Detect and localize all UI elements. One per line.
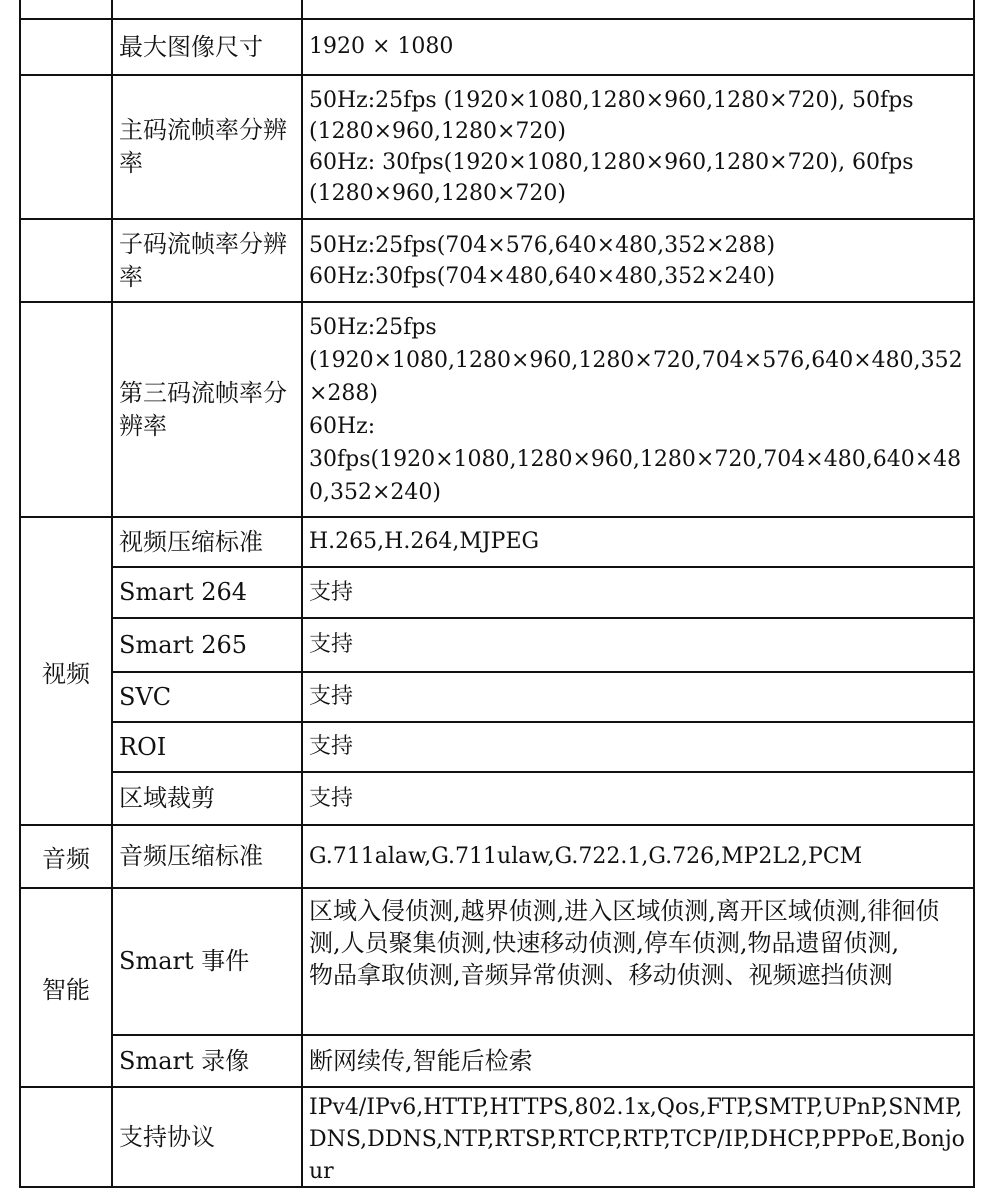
value-cell <box>302 0 974 19</box>
audio-value: G.711alaw,G.711ulaw,G.722.1,G.726,MP2L2,PCM <box>302 825 974 888</box>
video-item-value: 支持 <box>302 567 974 618</box>
third-stream-value <box>302 302 974 517</box>
table-row <box>20 19 974 75</box>
video-item-label: 视频压缩标准 <box>112 517 302 567</box>
table-row <box>20 722 974 772</box>
third-stream-line: 60Hz: <box>309 413 376 439</box>
smart-record-label: Smart 录像 <box>112 1035 302 1087</box>
video-item-label: SVC <box>112 672 302 722</box>
smart-event-label: Smart 事件 <box>112 888 302 1035</box>
table-row <box>20 825 974 888</box>
table-row <box>20 567 974 618</box>
table-row <box>20 0 974 19</box>
video-item-value: 支持 <box>302 618 974 672</box>
main-stream-line: 50Hz:25fps (1920×1080,1280×960,1280×720), 50fps <box>309 88 914 113</box>
sub-stream-line: 50Hz:25fps(704×576,640×480,352×288) <box>309 232 776 258</box>
table-row <box>20 1035 974 1087</box>
main-stream-line: (1280×960,1280×720) <box>309 119 566 144</box>
table-row <box>20 672 974 722</box>
category-audio: 音频 <box>20 825 112 888</box>
video-item-label: Smart 264 <box>112 567 302 618</box>
category-cell-empty <box>20 75 112 219</box>
third-stream-line: 30fps(1920×1080,1280×960,1280×720,704×480,640×480,352×240) <box>309 446 962 505</box>
table-row <box>20 75 974 219</box>
video-item-value: H.265,H.264,MJPEG <box>302 517 974 567</box>
protocol-value-cell <box>302 1087 974 1187</box>
audio-label: 音频压缩标准 <box>112 825 302 888</box>
main-stream-line: 60Hz: 30fps(1920×1080,1280×960,1280×720), 60fps <box>309 150 914 175</box>
category-cell-empty <box>20 0 112 19</box>
spec-table <box>19 0 975 1188</box>
table-row <box>20 517 974 567</box>
sub-stream-label: 子码流帧率分辨率 <box>112 219 302 302</box>
third-stream-label: 第三码流帧率分辨率 <box>112 302 302 517</box>
third-stream-line: 50Hz:25fps <box>309 314 437 340</box>
table-row <box>20 618 974 672</box>
smart-event-value <box>302 888 974 1035</box>
label-cell-empty <box>112 0 302 19</box>
third-stream-line: (1920×1080,1280×960,1280×720,704×576,640×480,352×288) <box>309 347 963 406</box>
table-row <box>20 1087 974 1187</box>
category-cell-empty <box>20 302 112 517</box>
main-stream-label: 主码流帧率分辨率 <box>112 75 302 219</box>
category-cell-empty <box>20 1087 112 1187</box>
main-stream-line: (1280×960,1280×720) <box>309 181 566 206</box>
video-item-label: Smart 265 <box>112 618 302 672</box>
video-item-value: 支持 <box>302 772 974 825</box>
video-item-value: 支持 <box>302 722 974 772</box>
table-row <box>20 888 974 1035</box>
sub-stream-line: 60Hz:30fps(704×480,640×480,352×240) <box>309 263 776 289</box>
category-smart: 智能 <box>20 888 112 1087</box>
category-video: 视频 <box>20 517 112 825</box>
table-row <box>20 772 974 825</box>
protocol-value: IPv4/IPv6,HTTP,HTTPS,802.1x,Qos,FTP,SMTP,UPnP,SNMP,DNS,DDNS,NTP,RTSP,RTCP,RTP,TCP/IP,DHCP,PPPoE,Bonjour <box>309 1095 965 1184</box>
smart-event-line: 徘徊侦测,人员聚集侦测,快速移动侦测,停车侦测,物品遗留侦测, <box>309 897 940 957</box>
table-row <box>20 302 974 517</box>
table-row <box>20 219 974 302</box>
smart-event-line: 物品拿取侦测,音频异常侦测、移动侦测、视频遮挡侦测 <box>309 961 893 989</box>
protocol-label: 支持协议 <box>112 1087 302 1187</box>
smart-record-value: 断网续传,智能后检索 <box>302 1035 974 1087</box>
category-cell-empty <box>20 219 112 302</box>
max-size-value: 1920 × 1080 <box>302 19 974 75</box>
main-stream-value <box>302 75 974 219</box>
smart-event-line: 区域入侵侦测,越界侦测,进入区域侦测,离开区域侦测, <box>309 897 868 925</box>
max-size-label: 最大图像尺寸 <box>112 19 302 75</box>
video-item-label: 区域裁剪 <box>112 772 302 825</box>
category-cell-empty <box>20 19 112 75</box>
video-item-value: 支持 <box>302 672 974 722</box>
sub-stream-value <box>302 219 974 302</box>
video-item-label: ROI <box>112 722 302 772</box>
